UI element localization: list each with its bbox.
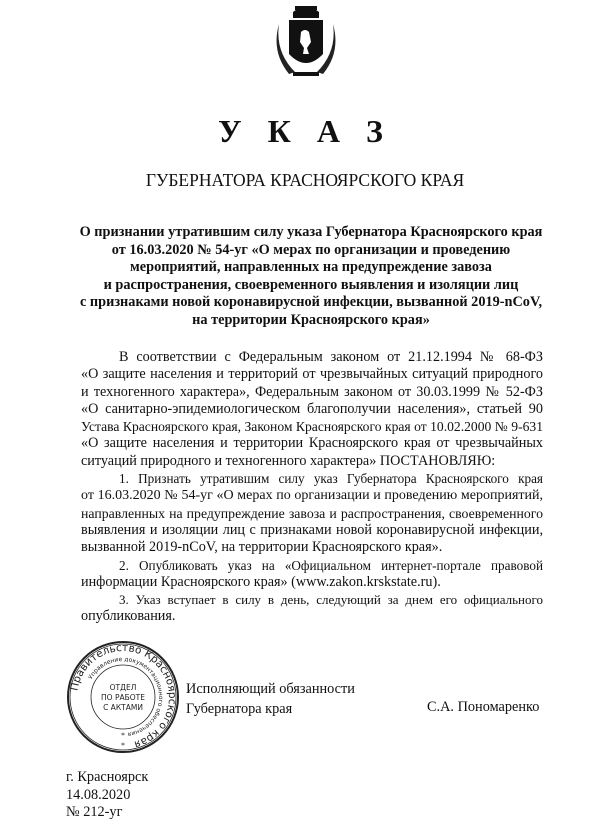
item-3-line: опубликования. xyxy=(81,608,176,625)
official-stamp xyxy=(66,640,180,754)
stamp-star-icon: * xyxy=(121,731,125,740)
stamp-inner-ring-text: Управление документационного обеспечения xyxy=(87,655,165,738)
heading-line: от 16.03.2020 № 54-уг «О мерах по организации и проведению xyxy=(111,241,511,258)
heading-line: О признании утратившим силу указа Губернатора Красноярского края xyxy=(79,224,543,240)
signatory-role xyxy=(186,679,355,719)
heading-line: с признаками новой коронавирусной инфекции, вызванной 2019-nCoV, xyxy=(79,294,543,311)
item-2-line: 2. Опубликовать указ на «Официальном интернет-портале правовой xyxy=(119,557,543,573)
body-line: В соответствии с Федеральным законом от 21.12.1994 № 68-ФЗ xyxy=(119,349,543,365)
stamp-outer-text: Правительство Красноярского края xyxy=(68,641,179,751)
item-1-line: направленных на предупреждение завоза и распространения, своевременного xyxy=(81,505,543,521)
body-line: Устава Красноярского края, Законом Красноярского края от 10.02.2000 № 9-631 xyxy=(81,419,543,435)
heading-line: мероприятий, направленных на предупреждение завоза xyxy=(130,259,492,276)
heading-line: на территории Красноярского края» xyxy=(192,311,430,328)
body-line: и техногенного характера», Федеральным законом от 30.03.1999 № 52-ФЗ xyxy=(81,383,543,400)
stamp-center-line: С АКТАМИ xyxy=(103,703,143,712)
item-1-line: от 16.03.2020 № 54-уг «О мерах по организации и проведению мероприятий, xyxy=(81,488,543,504)
item-1-line: выявления и изоляции лиц с признаками новой коронавирусной инфекции, xyxy=(81,521,543,538)
body-line: «О защите населения и территорий от чрезвычайных ситуаций природного xyxy=(81,366,543,383)
document-subtitle: ГУБЕРНАТОРА КРАСНОЯРСКОГО КРАЯ xyxy=(145,170,465,190)
document-title: У К А З xyxy=(218,113,392,149)
document-body xyxy=(81,349,543,626)
document-footer xyxy=(66,769,148,822)
item-1-line: вызванной 2019-nCoV, на территории Красноярского края». xyxy=(81,539,443,556)
signatory-name: С.А. Пономаренко xyxy=(427,699,540,715)
item-3-line: 3. Указ вступает в силу в день, следующий за днем его официального xyxy=(119,592,543,608)
stamp-center-line: ПО РАБОТЕ xyxy=(101,693,145,702)
body-line: ситуаций природного и техногенного характера» ПОСТАНОВЛЯЮ: xyxy=(81,452,496,469)
stamp-center-line: ОТДЕЛ xyxy=(109,683,137,692)
body-line: «О санитарно-эпидемиологическом благополучии населения», статьей 90 xyxy=(81,400,543,417)
stamp-star-icon: * xyxy=(121,741,125,750)
footer-number: № 212-уг xyxy=(66,804,123,820)
signatory-role-line: Исполняющий обязанности xyxy=(186,681,355,697)
body-line: «О защите населения и территории Красноярского края от чрезвычайных xyxy=(81,435,543,452)
heading-line: и распространения, своевременного выявления и изоляции лиц xyxy=(103,276,519,293)
item-1-line: 1. Признать утратившим силу указ Губернатора Красноярского края xyxy=(119,471,543,487)
coat-of-arms-emblem xyxy=(275,2,337,78)
footer-city: г. Красноярск xyxy=(66,769,149,785)
document-heading xyxy=(70,224,552,330)
footer-date: 14.08.2020 xyxy=(66,786,131,803)
item-2-line: информации Красноярского края» (www.zakon.krskstate.ru). xyxy=(81,573,441,590)
signatory-role-line: Губернатора края xyxy=(186,701,293,717)
